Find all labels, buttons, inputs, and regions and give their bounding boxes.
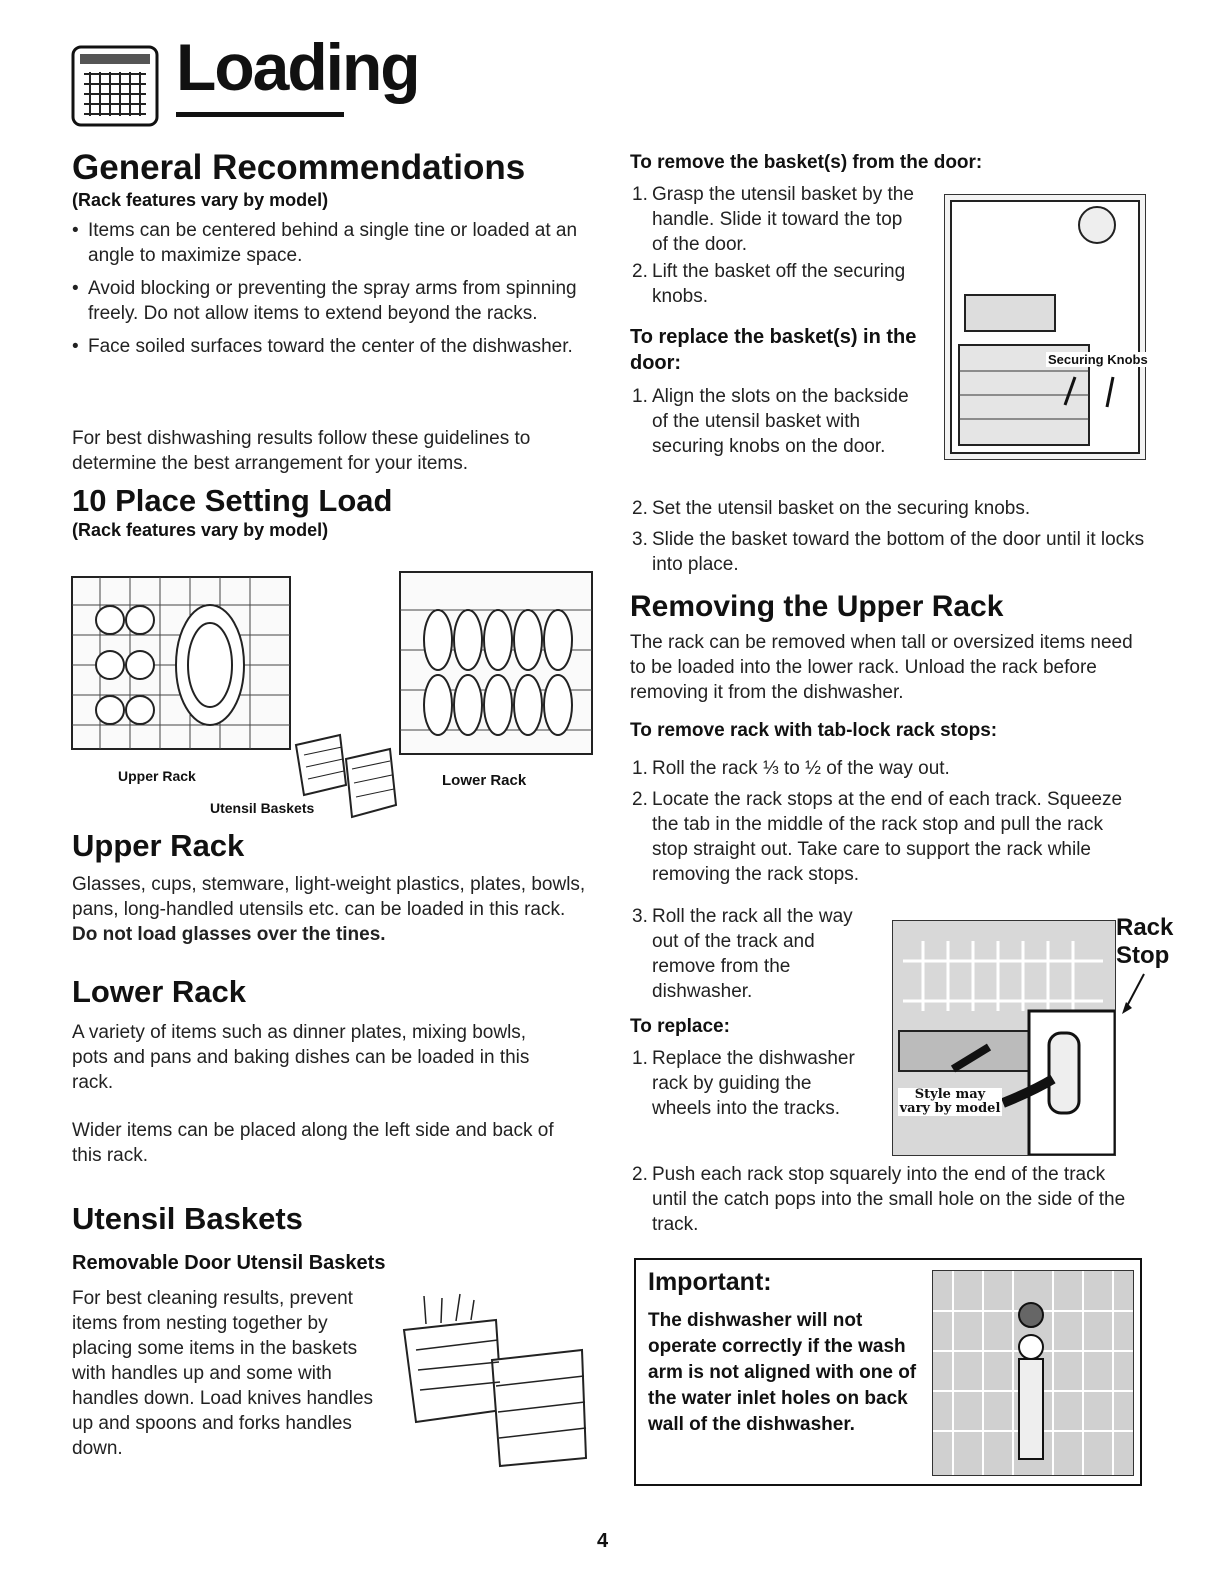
important-box [634, 1258, 1142, 1486]
list-item: 3. Slide the basket toward the bottom of the door until it locks into place. [632, 529, 1145, 575]
lower-rack-p2: Wider items can be placed along the left side and back of this rack. [72, 1120, 554, 1166]
wash-arm-figure [932, 1270, 1134, 1476]
list-item: 3. Roll the rack all the way out of the track and remove from the dishwasher. [632, 906, 853, 1002]
utensil-subheading: Removable Door Utensil Baskets [72, 1252, 386, 1274]
important-text: The dishwasher will not operate correctly if the wash arm is not aligned with one of the water inlet holes on back wall of the dishwasher. [648, 1310, 917, 1435]
removing-upper-heading: Removing the Upper Rack [630, 590, 1004, 623]
lower-rack-illustration [398, 570, 594, 756]
lower-rack-p1: A variety of items such as dinner plates, mixing bowls, pots and pans and baking dishes can be loaded in this rack. [72, 1022, 530, 1093]
list-item: 1. Grasp the utensil basket by the handle. Slide it toward the top of the door. [632, 184, 914, 255]
general-note: (Rack features vary by model) [72, 190, 329, 210]
list-item: 2. Locate the rack stops at the end of each track. Squeeze the tab in the middle of the rack stop and pull the rack stop straight out. Take care to support the rack while removing the rack stops. [632, 789, 1123, 885]
upper-rack-text: Glasses, cups, stemware, light-weight plastics, plates, bowls, pans, long-handled utensils etc. can be loaded in this rack. Do not load glasses over the tines. [72, 874, 586, 945]
list-item: • Items can be centered behind a single tine or loaded at an angle to maximize space. [72, 220, 578, 266]
rack-stop-label: Rack Stop [1116, 914, 1174, 969]
remove-basket-heading: To remove the basket(s) from the door: [630, 152, 983, 173]
list-item: 2. Set the utensil basket on the securing knobs. [632, 498, 1031, 519]
important-heading: Important: [648, 1268, 772, 1296]
list-item: • Avoid blocking or preventing the spray arms from spinning freely. Do not allow items to extend beyond the racks. [72, 278, 577, 324]
rack-stop-figure [892, 920, 1116, 1156]
list-item: 1. Roll the rack ⅓ to ½ of the way out. [632, 758, 950, 779]
list-item: 1. Align the slots on the backside of the utensil basket with securing knobs on the door. [632, 386, 909, 457]
remove-basket-steps [632, 182, 922, 309]
general-paragraph: For best dishwashing results follow these guidelines to determine the best arrangement for your items. [72, 428, 531, 474]
replace-basket-step1 [632, 384, 922, 459]
list-item: 2. Push each rack stop squarely into the end of the track until the catch pops into the small hole on the side of the track. [632, 1164, 1126, 1235]
rack-stop-arrow [1120, 972, 1148, 1016]
replace-rack-step2 [632, 1162, 1144, 1237]
removing-upper-intro: The rack can be removed when tall or oversized items need to be loaded into the lower rack. Unload the rack before removing it from the dishwasher. [630, 632, 1133, 703]
header-icon [70, 44, 160, 128]
ten-place-heading: 10 Place Setting Load [72, 483, 393, 518]
remove-rack-subheading: To remove rack with tab-lock rack stops: [630, 720, 998, 741]
utensil-heading: Utensil Baskets [72, 1201, 303, 1236]
replace-rack-step1 [632, 1046, 872, 1121]
upper-rack-warning: Do not load glasses over the tines. [72, 924, 386, 945]
general-bullets [72, 218, 592, 367]
securing-knobs-label: Securing Knobs [1048, 352, 1148, 367]
replace-basket-heading: To replace the basket(s) in the door: [630, 326, 917, 374]
upper-rack-illustration [70, 575, 292, 751]
lower-rack-caption: Lower Rack [442, 772, 527, 789]
replace-basket-steps [632, 496, 1152, 577]
list-item: 2. Lift the basket off the securing knobs. [632, 261, 906, 307]
general-heading: General Recommendations [72, 148, 526, 187]
page-title: Loading [176, 30, 419, 104]
to-replace-heading: To replace: [630, 1016, 730, 1037]
style-may-vary-label: Style may vary by model [899, 1087, 1001, 1116]
upper-rack-heading: Upper Rack [72, 828, 245, 863]
door-baskets-illustration [396, 1290, 592, 1470]
remove-rack-steps [632, 756, 1144, 887]
page-number: 4 [597, 1530, 609, 1552]
utensil-baskets-caption: Utensil Baskets [210, 800, 315, 816]
door-basket-figure [944, 194, 1146, 460]
utensil-text: For best cleaning results, prevent items from nesting together by placing some items in the baskets with handles up and some with handles down. Load knives handles up and spoons and forks handles down. [72, 1288, 374, 1459]
list-item: 1. Replace the dishwasher rack by guiding the wheels into the tracks. [632, 1048, 855, 1119]
list-item: • Face soiled surfaces toward the center of the dishwasher. [72, 336, 573, 357]
upper-rack-caption: Upper Rack [118, 768, 196, 784]
lower-rack-heading: Lower Rack [72, 974, 247, 1009]
ten-place-note: (Rack features vary by model) [72, 520, 329, 540]
title-underline [176, 112, 344, 117]
remove-rack-step3 [632, 904, 862, 1004]
